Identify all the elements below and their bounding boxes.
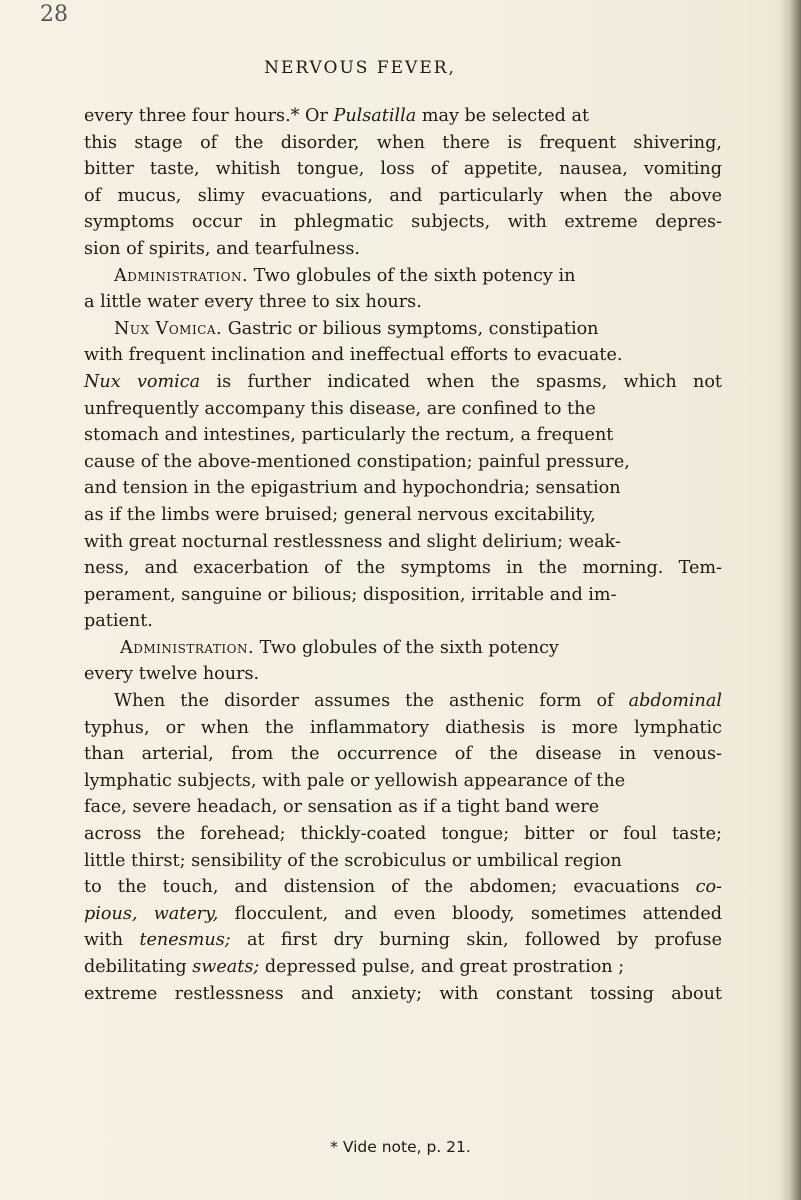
- remedy-label: Nux Vomica.: [114, 318, 223, 339]
- text-line: Nux Vomica. Gastric or bilious symptoms, constipation: [114, 318, 599, 339]
- text-line: as if the limbs were bruised; general nervous excitability,: [84, 504, 596, 525]
- page-number: 28: [40, 2, 68, 27]
- section-label: Administration.: [120, 637, 255, 658]
- text-line: When the disorder assumes the asthenic form of abdominal: [114, 691, 722, 712]
- text-line: symptoms occur in phlegmatic subjects, with extreme depres-: [84, 212, 722, 233]
- body-text: [84, 103, 722, 1007]
- running-head: NERVOUS FEVER,: [264, 58, 456, 78]
- text-line: unfrequently accompany this disease, are confined to the: [84, 398, 596, 419]
- text-line: debilitating sweats; depressed pulse, and great prostration ;: [84, 957, 625, 977]
- text-line: Administration. Two globules of the sixth potency: [120, 637, 559, 658]
- text-line: ness, and exacerbation of the symptoms in the morning. Tem-: [84, 558, 722, 579]
- text-line: and tension in the epigastrium and hypochondria; sensation: [84, 478, 621, 499]
- text-line: every twelve hours.: [84, 664, 260, 685]
- text-line: with tenesmus; at first dry burning skin, followed by profuse: [84, 930, 723, 951]
- text-line: cause of the above-mentioned constipation; painful pressure,: [84, 451, 630, 472]
- text-line: of mucus, slimy evacuations, and particularly when the above: [84, 185, 722, 206]
- text-line: across the forehead; thickly-coated tongue; bitter or foul taste;: [84, 824, 722, 845]
- text-line: face, severe headach, or sensation as if a tight band were: [84, 797, 600, 818]
- text-line: extreme restlessness and anxiety; with constant tossing about: [84, 983, 722, 1004]
- text-line: pious, watery, flocculent, and even bloody, sometimes attended: [84, 903, 722, 924]
- text-line: Administration. Two globules of the sixth potency in: [114, 265, 576, 286]
- text-line: than arterial, from the occurrence of the disease in venous-: [84, 744, 722, 765]
- text-line: stomach and intestines, particularly the rectum, a frequent: [84, 425, 614, 446]
- text-line: [84, 103, 722, 130]
- footnote: * Vide note, p. 21.: [330, 1138, 471, 1156]
- text-span: every three four hours.* Or Pulsatilla may be selected at: [84, 106, 590, 126]
- text-line: with frequent inclination and ineffectual efforts to evacuate.: [84, 345, 623, 366]
- text-line: this stage of the disorder, when there is frequent shivering,: [84, 132, 722, 153]
- text-line: with great nocturnal restlessness and slight delirium; weak-: [84, 531, 621, 552]
- text-line: a little water every three to six hours.: [84, 292, 422, 313]
- text-line: patient.: [84, 611, 153, 632]
- text-line: lymphatic subjects, with pale or yellowish appearance of the: [84, 770, 626, 791]
- text-line: Nux vomica is further indicated when the spasms, which not: [84, 371, 722, 392]
- text-line: typhus, or when the inflammatory diathesis is more lymphatic: [84, 717, 722, 738]
- text-line: to the touch, and distension of the abdomen; evacuations co-: [84, 877, 722, 898]
- text-line: sion of spirits, and tearfulness.: [84, 238, 361, 259]
- section-label: Administration.: [114, 265, 249, 286]
- page-binding-shadow: [779, 0, 801, 1200]
- text-line: little thirst; sensibility of the scrobiculus or umbilical region: [84, 850, 622, 871]
- text-line: perament, sanguine or bilious; disposition, irritable and im-: [84, 584, 617, 605]
- text-line: bitter taste, whitish tongue, loss of appetite, nausea, vomiting: [84, 159, 722, 180]
